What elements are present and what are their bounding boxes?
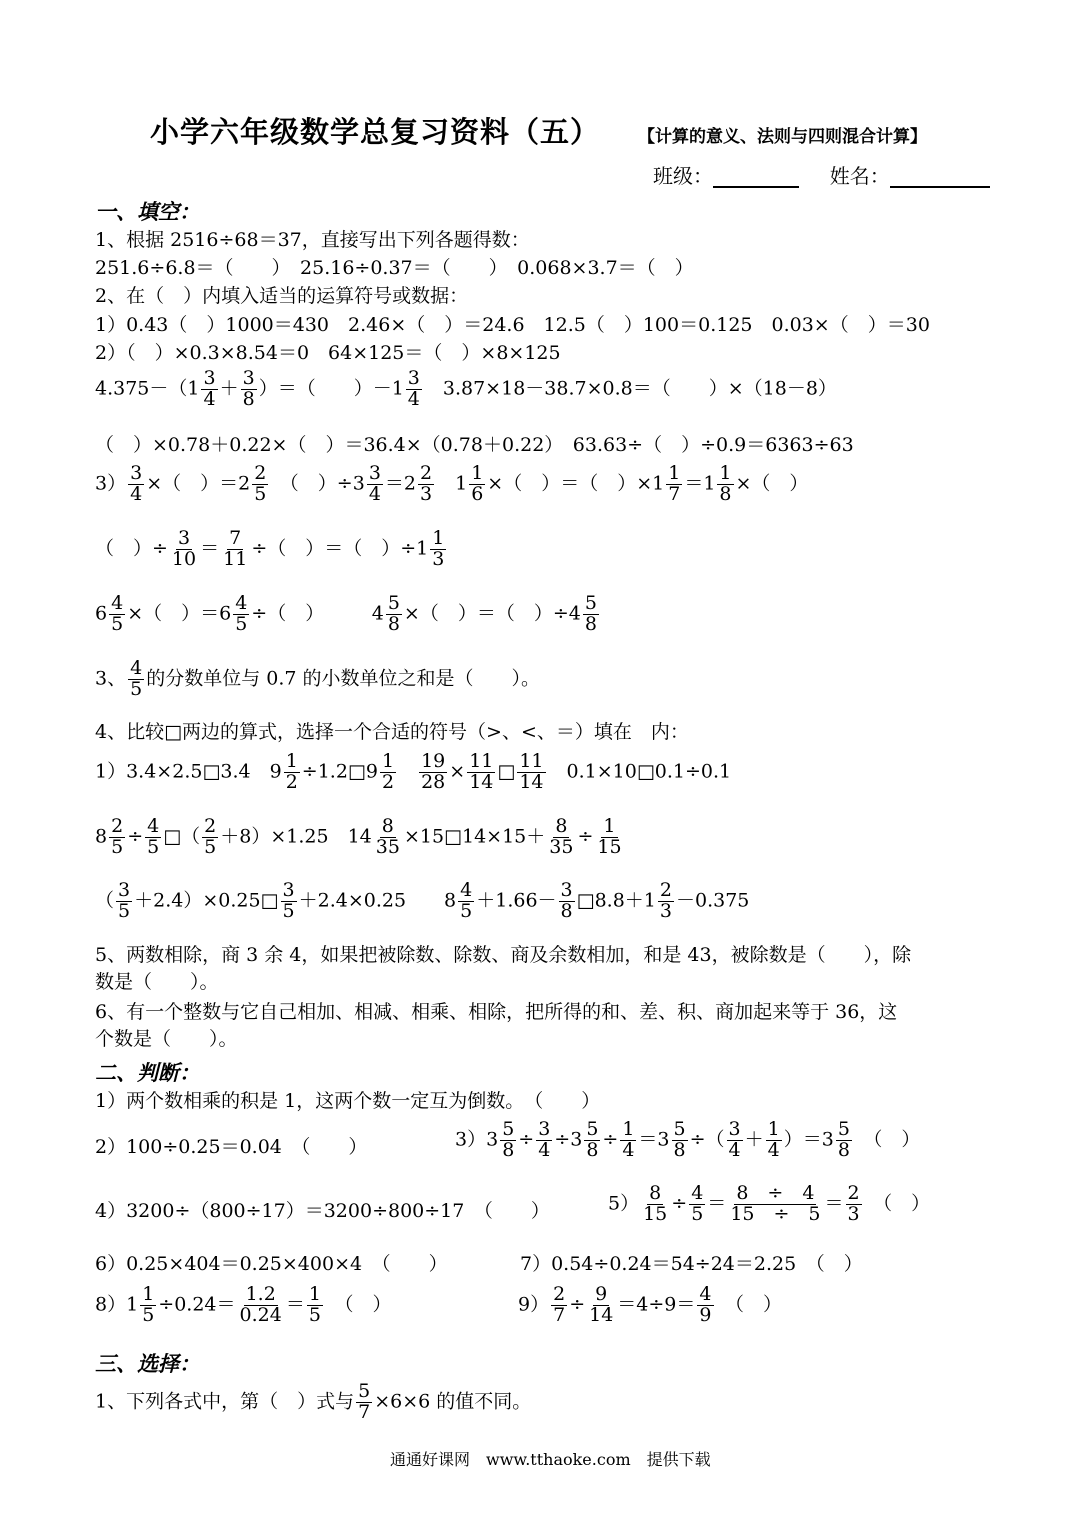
- question-line: 6）0.25×404＝0.25×400×4 （ ）: [95, 1253, 448, 1275]
- question-line: 2）100÷0.25＝0.04 （ ）: [95, 1136, 368, 1158]
- question-line: 5） $\frac{8}{15}$ ÷ $\frac{4}{5}$ ＝ $\frac{8 \div 4}{15 \div 5}$ ＝ $\frac{2}{3}$ （ ）: [608, 1182, 931, 1225]
- section-heading-choice: 三、选择：: [95, 1352, 200, 1376]
- name-label: 姓名：: [829, 164, 890, 188]
- question-line: 251.6÷6.8＝（ ） 25.16÷0.37＝（ ） 0.068×3.7＝（ ）: [95, 257, 694, 279]
- question-line: 1、下列各式中，第（ ）式与 $\frac{5}{7}$ ×6×6 的值不同。: [95, 1380, 532, 1423]
- question-line: 6、有一个整数与它自己相加、相减、相乘、相除，把所得的和、差、积、商加起来等于 36，这: [95, 1001, 898, 1023]
- question-line: 1）3.4×2.5□3.4 9 $\frac{1}{2}$ ÷1.2□9 $\frac{1}{2}$ $\frac{19}{28}$ × $\frac{11}{14}$ □ $\frac{11}{14}$ 0.1×10□0.1÷0.1: [95, 750, 732, 793]
- question-line: 8 $\frac{2}{5}$ ÷ $\frac{4}{5}$ □（ $\frac{2}{5}$ ＋8）×1.25 14 $\frac{8}{35}$ ×15□14×15＋ $\frac{8}{35}$ ÷ $\frac{1}{15}$: [95, 815, 622, 858]
- question-line: 4）3200÷（800÷17）＝3200÷800÷17 （ ）: [95, 1200, 550, 1222]
- question-line: 2）（ ）×0.3×8.54＝0 64×125＝（ ）×8×125: [95, 342, 561, 364]
- question-line: 4、比较□两边的算式，选择一个合适的符号（>、<、＝）填在 内：: [95, 721, 689, 743]
- question-line: 5、两数相除，商 3 余 4，如果把被除数、除数、商及余数相加，和是 43，被除数是（ ），除: [95, 944, 912, 966]
- question-line: 4.375－（1 $\frac{3}{4}$ ＋ $\frac{3}{8}$ ）＝（ ）－1 $\frac{3}{4}$ 3.87×18－38.7×0.8＝（ ）×（18－8）: [95, 367, 837, 410]
- question-line: 1）0.43（ ）1000＝430 2.46×（ ）＝24.6 12.5（ ）100＝0.125 0.03×（ ）＝30: [95, 314, 930, 336]
- question-line: （ ）×0.78＋0.22×（ ）＝36.4×（0.78＋0.22） 63.63÷（ ）÷0.9＝6363÷63: [95, 434, 854, 456]
- name-blank[interactable]: [890, 166, 990, 188]
- question-line: 8）1 $\frac{1}{5}$ ÷0.24＝ $\frac{1.2}{0.24}$ ＝ $\frac{1}{5}$ （ ）: [95, 1283, 392, 1326]
- question-line: 3、 $\frac{4}{5}$ 的分数单位与 0.7 的小数单位之和是（ ）。: [95, 657, 540, 700]
- question-line: （ ）÷ $\frac{3}{10}$ ＝ $\frac{7}{11}$ ÷（ ）＝（ ）÷1 $\frac{1}{3}$: [95, 527, 445, 570]
- question-line: 1、根据 2516÷68＝37，直接写出下列各题得数：: [95, 229, 530, 251]
- class-label: 班级：: [653, 164, 713, 188]
- question-line: 6 $\frac{4}{5}$ ×（ ）＝6 $\frac{4}{5}$ ÷（ ） 4 $\frac{5}{8}$ ×（ ）＝（ ）÷4 $\frac{5}{8}$: [95, 592, 597, 635]
- question-line: 9） $\frac{2}{7}$ ÷ $\frac{9}{14}$ ＝4÷9＝ $\frac{4}{9}$ （ ）: [518, 1283, 783, 1326]
- footer-text: 通通好课网 www.tthaoke.com 提供下载: [390, 1450, 711, 1469]
- question-line: 个数是（ ）。: [95, 1028, 238, 1050]
- page-title: 小学六年级数学总复习资料（五）: [150, 115, 601, 149]
- question-line: 数是（ ）。: [95, 971, 219, 993]
- question-line: （ $\frac{3}{5}$ ＋2.4）×0.25□ $\frac{3}{5}$ ＋2.4×0.25 8 $\frac{4}{5}$ ＋1.66－ $\frac{3}{8}$ □8.8＋1 $\frac{2}{3}$ －0.375: [95, 879, 750, 922]
- question-line: 3） $\frac{3}{4}$ ×（ ）＝2 $\frac{2}{5}$ （ ）÷3 $\frac{3}{4}$ ＝2 $\frac{2}{3}$ 1 $\frac{1}{6}$ ×（ ）＝（ ）×1 $\frac{1}{7}$ ＝1 $\frac{1}{8}$ ×（ ）: [95, 462, 809, 505]
- section-heading-fill: 一、填空：: [95, 200, 200, 224]
- page-subtitle: 【计算的意义、法则与四则混合计算】: [638, 127, 927, 147]
- question-line: 1）两个数相乘的积是 1，这两个数一定互为倒数。 （ ）: [95, 1090, 601, 1112]
- question-line: 7）0.54÷0.24＝54÷24＝2.25 （ ）: [520, 1253, 863, 1275]
- class-field[interactable]: [653, 164, 990, 188]
- question-line: 3）3 $\frac{5}{8}$ ÷ $\frac{3}{4}$ ÷3 $\frac{5}{8}$ ÷ $\frac{1}{4}$ ＝3 $\frac{5}{8}$ ÷（ $\frac{3}{4}$ ＋ $\frac{1}{4}$ ）＝3 $\frac{5}{8}$ （ ）: [455, 1118, 921, 1161]
- section-heading-judge: 二、判断：: [95, 1061, 200, 1085]
- class-blank[interactable]: [713, 166, 799, 188]
- question-line: 2、在（ ）内填入适当的运算符号或数据：: [95, 285, 469, 307]
